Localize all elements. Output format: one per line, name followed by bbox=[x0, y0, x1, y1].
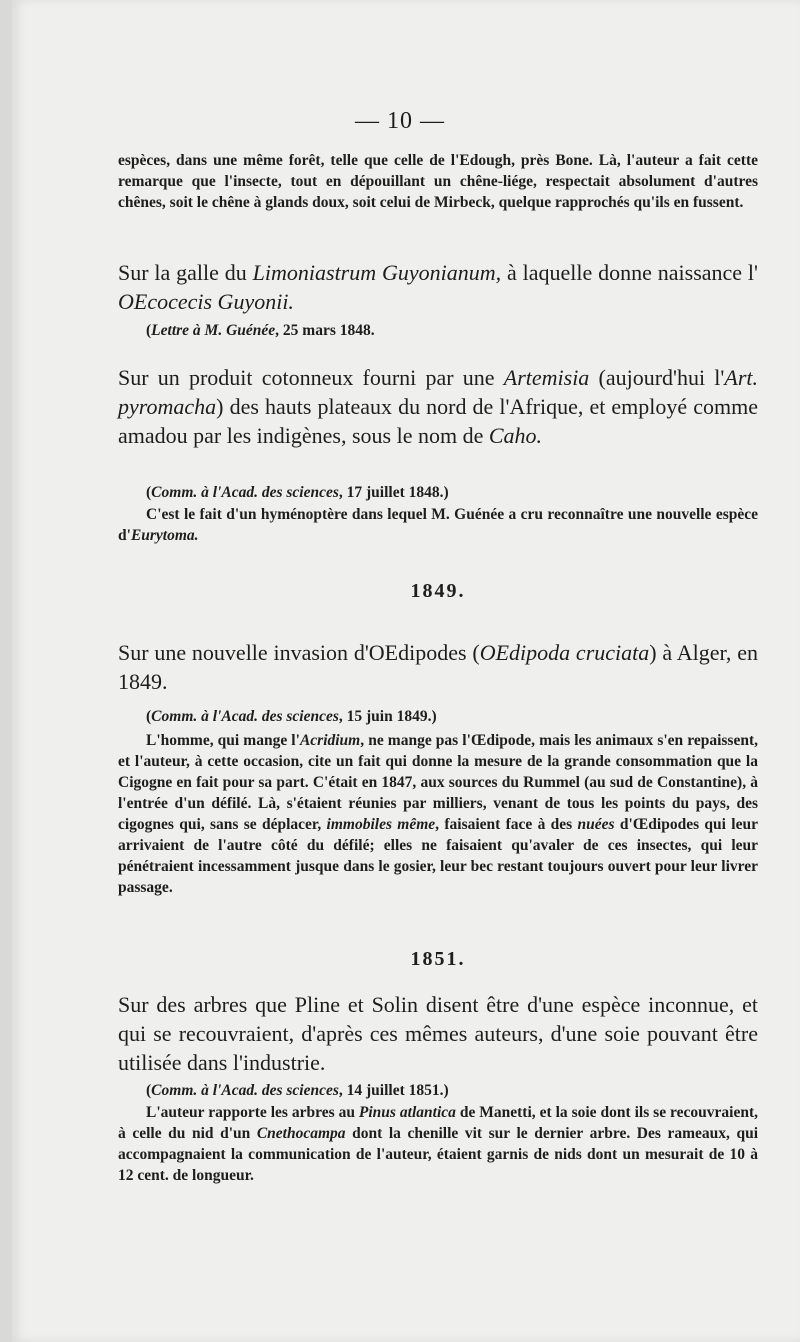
intro-paragraph: espèces, dans une même forêt, telle que celle de l'Edough, près Bone. Là, l'auteur a fait cette remarque que l'insecte, tout en dépouillant un chêne-liége, respectait absolument d'autres chênes, soit le chêne à glands doux, soit celui de Mirbeck, quelque rapprochés qu'ils en fussent. bbox=[118, 152, 758, 211]
entry-body-pline: L'auteur rapporte les arbres au Pinus atlantica de Manetti, et la soie dont ils se recouvraient, à celle du nid d'un Cnethocampa dont la chenille vit sur le dernier arbre. Des rameaux, qui accompagnaient la communication de l'auteur, étaient garnis de nids dont un mesurait de 10 à 12 cent. de longueur. bbox=[118, 1104, 758, 1184]
entry-title-oedipodes: Sur une nouvelle invasion d'OEdipodes (OEdipoda cruciata) à Alger, en 1849. bbox=[118, 640, 758, 694]
entry-title-pline: Sur des arbres que Pline et Solin disent être d'une espèce inconnue, et qui se recouvraient, d'après ces mêmes auteurs, d'une soie pouvant être utilisée dans l'industrie. bbox=[118, 992, 758, 1075]
entry-title-galle: Sur la galle du Limoniastrum Guyonianum, à laquelle donne naissance l' OEcocecis Guyonii. bbox=[118, 260, 759, 314]
entry-citation-pline: (Comm. à l'Acad. des sciences, 14 juillet 1851.) bbox=[146, 1082, 449, 1099]
entry-citation-galle: (Lettre à M. Guénée, 25 mars 1848. bbox=[146, 322, 375, 339]
year-heading-1851: 1851. bbox=[410, 948, 466, 970]
entry-citation-oedipodes: (Comm. à l'Acad. des sciences, 15 juin 1849.) bbox=[146, 708, 437, 725]
page-number: — 10 — bbox=[355, 108, 445, 134]
entry-citation-artemisia: (Comm. à l'Acad. des sciences, 17 juillet 1848.) bbox=[146, 484, 449, 501]
entry-title-artemisia: Sur un produit cotonneux fourni par une Artemisia (aujourd'hui l'Art. pyromacha) des hauts plateaux du nord de l'Afrique, et employé comme amadou par les indigènes, sous le nom de Caho. bbox=[118, 365, 759, 448]
entry-note-artemisia: C'est le fait d'un hyménoptère dans lequel M. Guénée a cru reconnaître une nouvelle espèce d'Eurytoma. bbox=[118, 506, 758, 544]
entry-body-oedipodes: L'homme, qui mange l'Acridium, ne mange pas l'Œdipode, mais les animaux s'en repaissent, et l'auteur, à cette occasion, cite un fait qui donne la mesure de la grande consommation que la Cigogne en fait pour sa part. C'était en 1847, aux sources du Rummel (au sud de Constantine), à l'entrée d'un défilé. Là, s'étaient réunies par milliers, venant de tous les points du pays, des cigognes qui, sans se déplacer, immobiles même, faisaient face à des nuées d'Œdipodes qui leur arrivaient de l'autre côté du défilé; elles ne faisaient qu'avaler de ces insectes, qui leur pénétraient incessamment jusque dans le gosier, leur bec restant toujours ouvert pour leur livrer passage. bbox=[118, 732, 759, 896]
year-heading-1849: 1849. bbox=[410, 580, 466, 602]
